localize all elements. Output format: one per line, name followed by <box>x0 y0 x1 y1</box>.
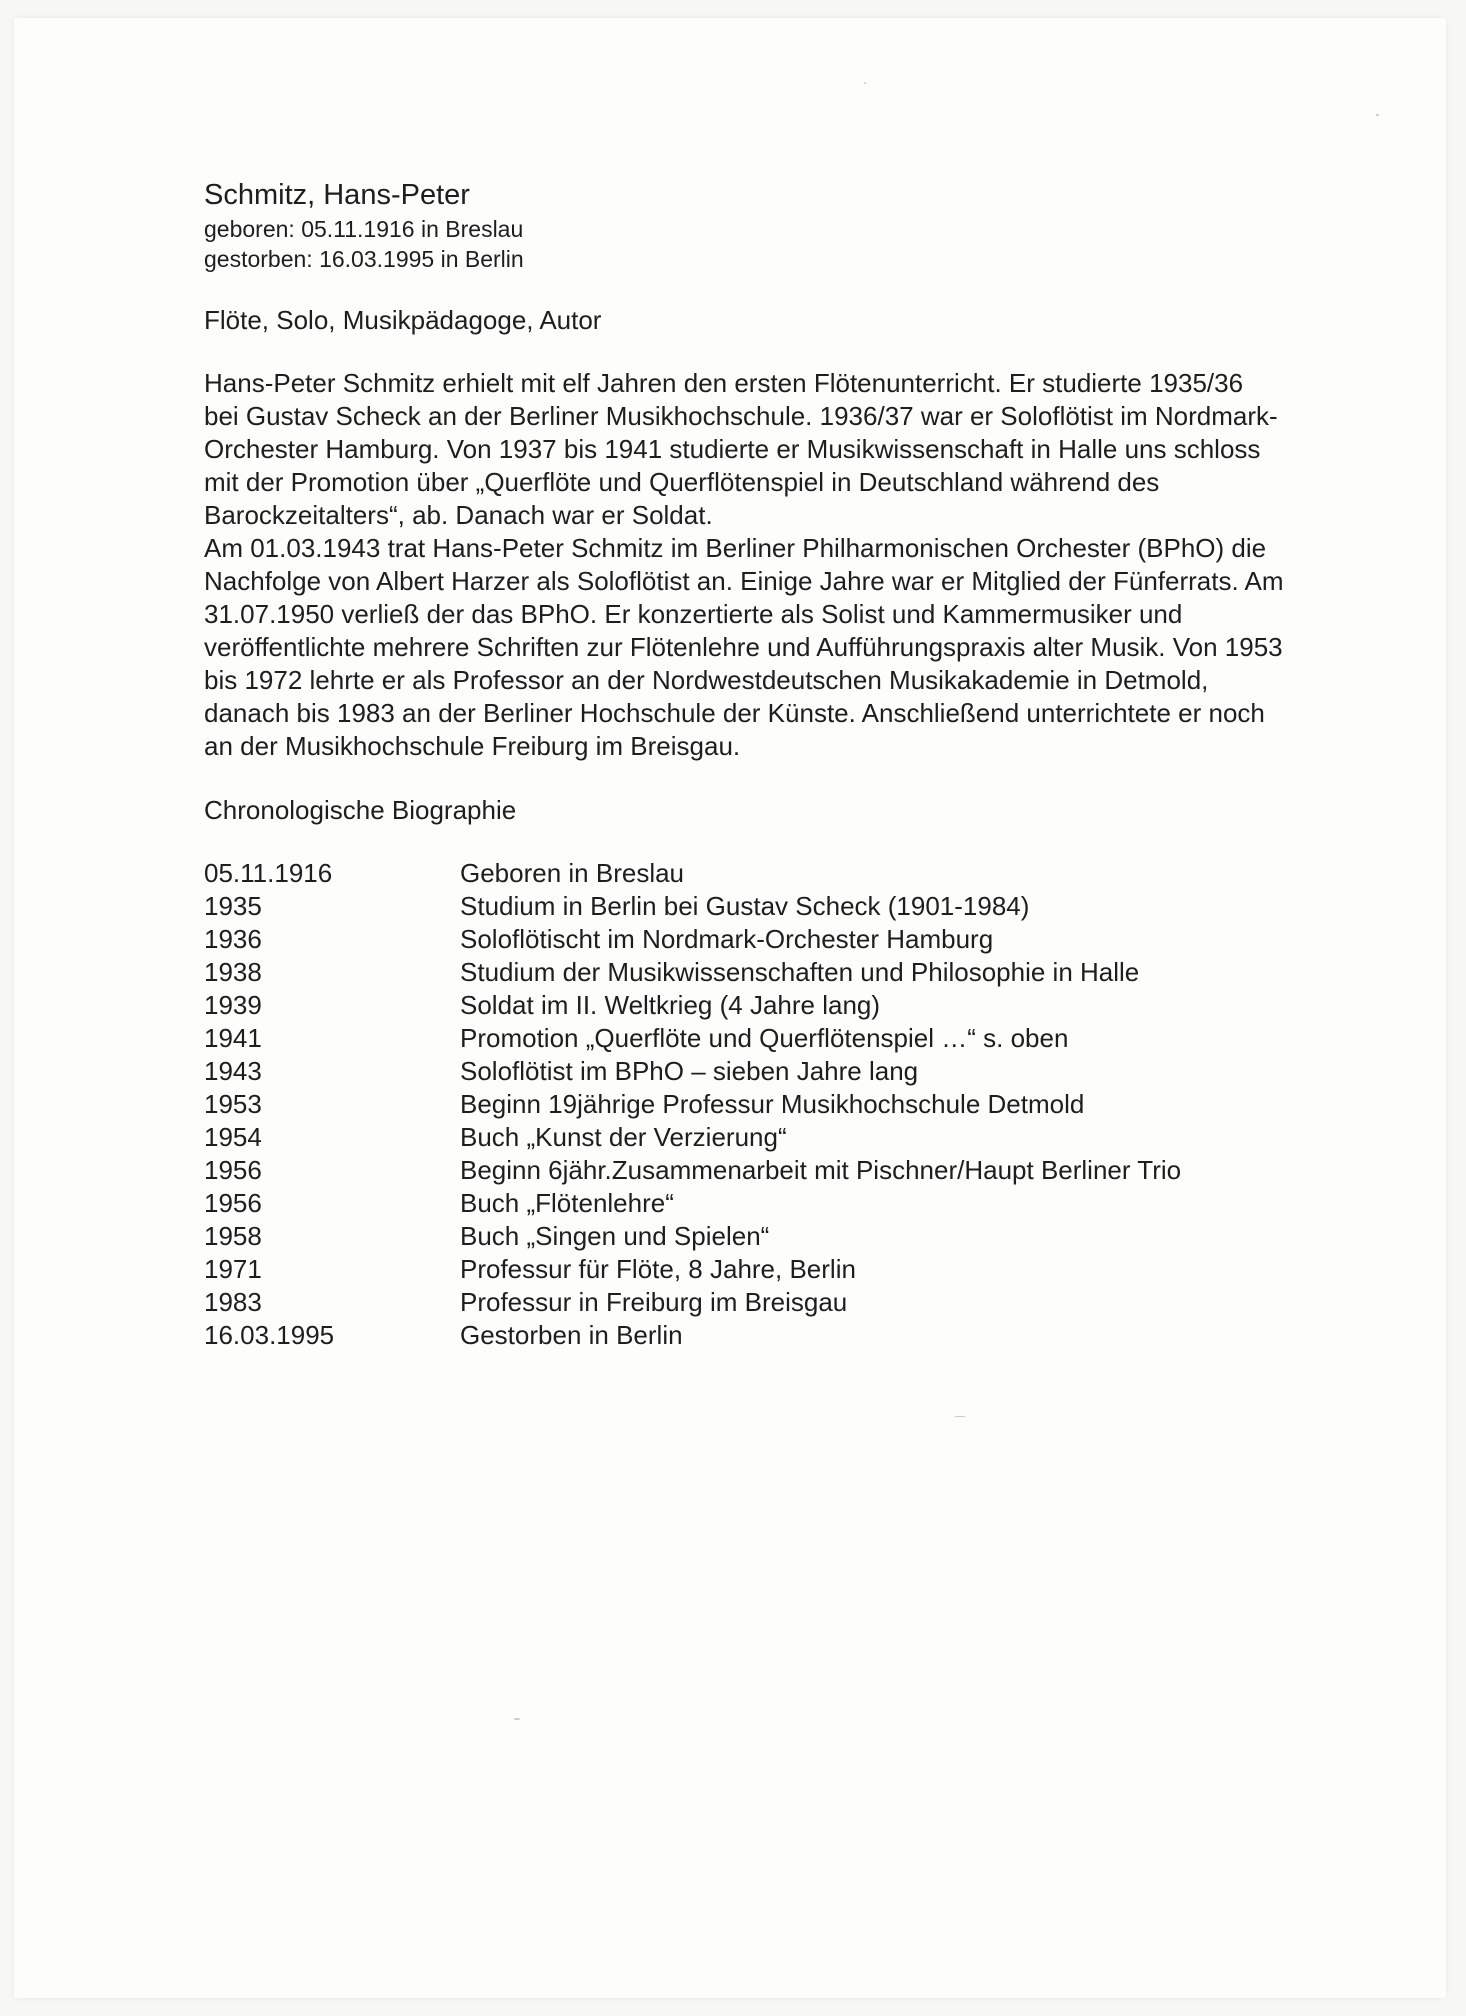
scan-speck <box>514 1718 520 1720</box>
document-content <box>204 176 1284 1352</box>
chronology-event: Studium der Musikwissenschaften und Philosophie in Halle <box>460 957 1140 987</box>
chronology-year: 1956 <box>204 1188 262 1218</box>
chronology-year: 1939 <box>204 990 262 1020</box>
scan-speck <box>864 82 866 84</box>
biography <box>204 367 1284 763</box>
chronology-event: Gestorben in Berlin <box>460 1320 683 1350</box>
chronology-year: 16.03.1995 <box>204 1320 335 1350</box>
bio-paragraph-1: Hans-Peter Schmitz erhielt mit elf Jahren den ersten Flötenunterricht. Er studierte 1935/36 bei Gustav Scheck an der Berliner Musikhochschule. 1936/37 war er Soloflötist im Nordmark-Orchester Hamburg. Von 1937 bis 1941 studierte er Musikwissenschaft in Halle uns schloss mit der Promotion über „Querflöte und Querflötenspiel in Deutschland während des Barockzeitalters“, ab. Danach war er Soldat. <box>204 368 1278 530</box>
chronology-event: Soldat im II. Weltkrieg (4 Jahre lang) <box>460 990 881 1020</box>
chronology-row <box>204 1319 1284 1352</box>
chronology-year: 1971 <box>204 1254 262 1284</box>
bio-paragraph-2: Am 01.03.1943 trat Hans-Peter Schmitz im Berliner Philharmonischen Orchester (BPhO) die Nachfolge von Albert Harzer als Soloflötist an. Einige Jahre war er Mitglied der Fünferrats. Am 31.07.1950 verließ der das BPhO. Er konzertierte als Solist und Kammermusiker und veröffentlichte mehrere Schriften zur Flötenlehre und Aufführungspraxis alter Musik. Von 1953 bis 1972 lehrte er als Professor an der Nordwestdeutschen Musikakademie in Detmold, danach bis 1983 an der Berliner Hochschule der Künste. Anschließend unterrichtete er noch an der Musikhochschule Freiburg im Breisgau. <box>204 533 1284 761</box>
chronology-year: 1958 <box>204 1221 262 1251</box>
chronology-row <box>204 956 1284 989</box>
scan-speck <box>1376 114 1379 116</box>
chronology-year: 1935 <box>204 891 262 921</box>
chronology-event: Buch „Flötenlehre“ <box>460 1188 674 1218</box>
chronology-row <box>204 989 1284 1022</box>
birth-info: geboren: 05.11.1916 in Breslau <box>204 216 524 242</box>
chronology-event: Beginn 6jähr.Zusammenarbeit mit Pischner/Haupt Berliner Trio <box>460 1155 1182 1185</box>
chronology-row <box>204 1088 1284 1121</box>
chronology-event: Promotion „Querflöte und Querflötenspiel …“ s. oben <box>460 1023 1069 1053</box>
chronology-year: 1953 <box>204 1089 262 1119</box>
chronology-year: 05.11.1916 <box>204 858 333 888</box>
chronology-row <box>204 1055 1284 1088</box>
chronology-event: Beginn 19jährige Professur Musikhochschule Detmold <box>460 1089 1085 1119</box>
chronology-year: 1956 <box>204 1155 262 1185</box>
chronology-event: Buch „Kunst der Verzierung“ <box>460 1122 787 1152</box>
chronology-year: 1941 <box>204 1023 262 1053</box>
chronology-event: Buch „Singen und Spielen“ <box>460 1221 770 1251</box>
chronology-table <box>204 857 1284 1352</box>
chronology-event: Soloflötist im BPhO – sieben Jahre lang <box>460 1056 919 1086</box>
death-info: gestorben: 16.03.1995 in Berlin <box>204 246 524 272</box>
chronology-title: Chronologische Biographie <box>204 795 517 825</box>
roles-line: Flöte, Solo, Musikpädagoge, Autor <box>204 305 602 335</box>
chronology-row <box>204 1220 1284 1253</box>
chronology-row <box>204 1187 1284 1220</box>
chronology-event: Geboren in Breslau <box>460 858 685 888</box>
chronology-year: 1943 <box>204 1056 262 1086</box>
chronology-row <box>204 1121 1284 1154</box>
chronology-year: 1936 <box>204 924 262 954</box>
chronology-year: 1954 <box>204 1122 262 1152</box>
chronology-row <box>204 1154 1284 1187</box>
chronology-year: 1983 <box>204 1287 262 1317</box>
document-page <box>14 18 1446 1998</box>
chronology-row <box>204 1022 1284 1055</box>
chronology-row <box>204 890 1284 923</box>
person-name: Schmitz, Hans-Peter <box>204 179 470 211</box>
chronology-year: 1938 <box>204 957 262 987</box>
chronology-row <box>204 1253 1284 1286</box>
chronology-event: Soloflötischt im Nordmark-Orchester Hamburg <box>460 924 994 954</box>
chronology-event: Professur für Flöte, 8 Jahre, Berlin <box>460 1254 856 1284</box>
chronology-event: Professur in Freiburg im Breisgau <box>460 1287 848 1317</box>
scan-speck <box>954 1416 966 1417</box>
chronology-row <box>204 923 1284 956</box>
chronology-event: Studium in Berlin bei Gustav Scheck (1901-1984) <box>460 891 1030 921</box>
chronology-row <box>204 857 1284 890</box>
chronology-row <box>204 1286 1284 1319</box>
